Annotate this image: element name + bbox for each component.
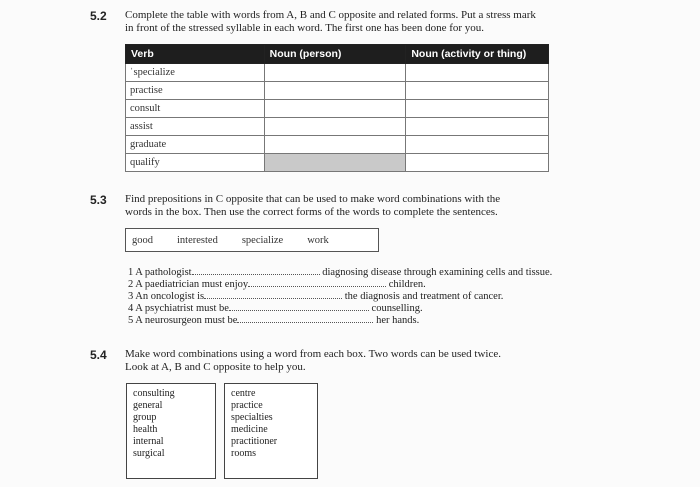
table-row: [126, 154, 549, 172]
box-word: work: [307, 234, 329, 246]
list-item: practice: [231, 400, 263, 411]
word-box-right: [224, 383, 318, 479]
box-word: interested: [177, 234, 218, 246]
table-row: [126, 82, 549, 100]
sentence-start: 2 A paediatrician must enjoy: [128, 279, 249, 290]
instruction-line-1: Find prepositions in C opposite that can be used to make word combinations with the: [125, 193, 501, 205]
sentence-end: children.: [388, 279, 426, 290]
box-word: good: [132, 234, 153, 246]
header-noun-person: Noun (person): [264, 45, 406, 64]
cell-verb: ˈspecialize: [126, 64, 265, 82]
list-item: health: [133, 424, 158, 435]
list-item: specialties: [231, 412, 273, 423]
list-item: consulting: [133, 388, 175, 399]
table-row: [126, 100, 549, 118]
cell-noun-activity[interactable]: [406, 154, 549, 172]
instruction-line-2: words in the box. Then use the correct forms of the words to complete the sentences.: [125, 206, 498, 218]
list-item: centre: [231, 388, 256, 399]
answer-blank[interactable]: [248, 277, 386, 287]
cell-noun-person[interactable]: [264, 82, 406, 100]
answer-blank[interactable]: [237, 313, 373, 323]
cell-noun-person[interactable]: [264, 100, 406, 118]
cell-noun-person[interactable]: [264, 118, 406, 136]
exercise-5-3-number: 5.3: [90, 193, 107, 207]
list-item: general: [133, 400, 163, 411]
sentence-end: diagnosing disease through examining cells and tissue.: [322, 267, 553, 278]
sentence-end: the diagnosis and treatment of cancer.: [344, 291, 504, 302]
cell-noun-activity[interactable]: [406, 118, 549, 136]
table-row: [126, 136, 549, 154]
sentence-end: her hands.: [376, 315, 420, 326]
box-word: specialize: [241, 234, 284, 246]
instruction-line-1: Complete the table with words from A, B and C opposite and related forms. Put a stress mark: [125, 9, 536, 21]
exercise-5-2-number: 5.2: [90, 9, 107, 23]
header-verb: Verb: [126, 45, 265, 64]
exercise-5-2-instruction: [125, 9, 536, 35]
cell-noun-activity[interactable]: [406, 82, 549, 100]
sentence-start: 3 An oncologist is: [128, 291, 205, 302]
answer-blank[interactable]: [192, 265, 320, 275]
list-item: practitioner: [231, 436, 278, 447]
sentence-start: 4 A psychiatrist must be: [128, 303, 229, 314]
cell-verb: graduate: [126, 136, 265, 154]
header-noun-activity: Noun (activity or thing): [406, 45, 549, 64]
exercise-5-3-instruction: [125, 193, 500, 219]
list-item: group: [133, 412, 157, 423]
exercise-5-4-number: 5.4: [90, 348, 107, 362]
instruction-line-1: Make word combinations using a word from each box. Two words can be used twice.: [125, 348, 501, 360]
cell-noun-person-shaded: [264, 154, 406, 172]
cell-noun-activity[interactable]: [406, 100, 549, 118]
cell-verb: assist: [126, 118, 265, 136]
answer-blank[interactable]: [229, 301, 369, 311]
table-row: [126, 118, 549, 136]
word-box-left: [126, 383, 216, 479]
sentence-end: counselling.: [371, 303, 423, 314]
table-row: [126, 64, 549, 82]
cell-verb: practise: [126, 82, 265, 100]
cell-noun-person[interactable]: [264, 136, 406, 154]
instruction-line-2: in front of the stressed syllable in each word. The first one has been done for you.: [125, 22, 485, 34]
cell-verb: consult: [126, 100, 265, 118]
cell-noun-activity[interactable]: [406, 136, 549, 154]
sentence-5: [128, 313, 419, 327]
list-item: surgical: [133, 448, 165, 459]
word-box: [125, 228, 379, 252]
cell-noun-person[interactable]: [264, 64, 406, 82]
list-item: medicine: [231, 424, 268, 435]
list-item: internal: [133, 436, 164, 447]
table-header-row: [126, 45, 549, 64]
sentence-start: 1 A pathologist: [128, 267, 192, 278]
sentence-start: 5 A neurosurgeon must be: [128, 315, 238, 326]
word-forms-table: [125, 44, 549, 172]
cell-verb: qualify: [126, 154, 265, 172]
answer-blank[interactable]: [204, 289, 342, 299]
list-item: rooms: [231, 448, 256, 459]
cell-noun-activity[interactable]: [406, 64, 549, 82]
exercise-5-4-instruction: [125, 348, 501, 374]
instruction-line-2: Look at A, B and C opposite to help you.: [125, 361, 306, 373]
